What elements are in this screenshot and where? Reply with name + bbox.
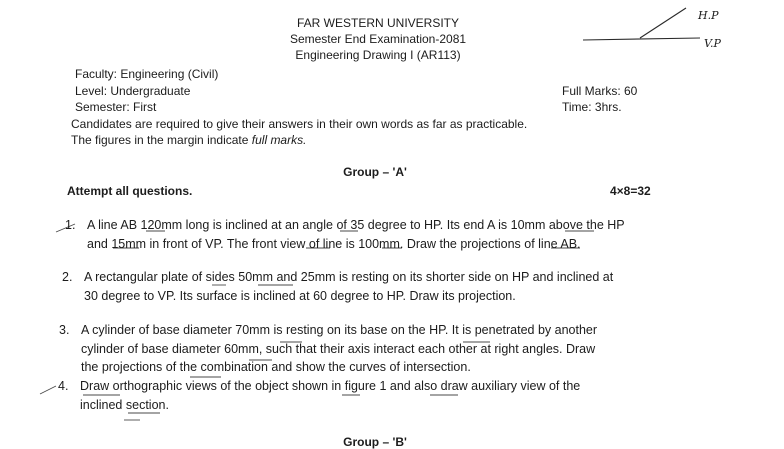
handwritten-hp-label: H.P <box>698 9 719 22</box>
question-line: A cylinder of base diameter 70mm is resting on its base on the HP. It is penetrated by another <box>81 323 598 337</box>
question-number: 2. <box>62 270 73 284</box>
full-marks: Full Marks: 60 <box>562 84 638 98</box>
instruction-line-2-text: The figures in the margin indicate <box>71 133 252 147</box>
hp-vp-reference-line <box>583 8 700 40</box>
time-allowed: Time: 3hrs. <box>562 100 622 114</box>
question-number: 4. <box>58 379 69 393</box>
question-number: 3. <box>59 323 70 337</box>
exam-title: Semester End Examination-2081 <box>289 32 467 46</box>
question-line: inclined section. <box>80 397 169 412</box>
question-line: and 15mm in front of VP. The front view of line is 100mm. Draw the projections of line AB. <box>87 236 581 251</box>
instruction-emphasis: full marks. <box>251 133 307 147</box>
course-title: Engineering Drawing I (AR113) <box>295 48 461 62</box>
question-line: the projections of the combination and show the curves of intersection. <box>81 360 471 374</box>
question-line: Draw orthographic views of the object shown in figure 1 and also draw auxiliary view of the <box>80 379 581 393</box>
question-1 <box>87 216 625 253</box>
question-4 <box>80 377 580 414</box>
attempt-all-label: Attempt all questions. <box>67 184 193 198</box>
university-name: FAR WESTERN UNIVERSITY <box>296 16 460 30</box>
level-info: Level: Undergraduate <box>75 84 191 98</box>
question-2 <box>84 268 613 305</box>
semester-info: Semester: First <box>75 100 157 114</box>
question-line: A rectangular plate of sides 50mm and 25mm is resting on its shorter side on HP and inclined at <box>84 270 614 284</box>
faculty-info: Faculty: Engineering (Civil) <box>75 67 219 81</box>
group-a-marks: 4×8=32 <box>610 184 651 198</box>
instruction-line-1: Candidates are required to give their answers in their own words as far as practicable. <box>71 117 528 131</box>
question-line: A line AB 120mm long is inclined at an angle of 35 degree to HP. Its end A is 10mm above the HP <box>87 218 625 232</box>
group-b-title: Group – 'B' <box>343 435 407 449</box>
question-line: 30 degree to VP. Its surface is inclined at 60 degree to HP. Draw its projection. <box>84 288 516 303</box>
question-number: 1. <box>65 218 76 232</box>
group-a-title: Group – 'A' <box>343 165 407 179</box>
question-3 <box>81 321 597 377</box>
instruction-line-2 <box>71 132 306 149</box>
question-line: cylinder of base diameter 60mm, such that their axis interact each other at right angles. Draw <box>81 341 596 356</box>
handwritten-vp-label: V.P <box>704 37 721 50</box>
